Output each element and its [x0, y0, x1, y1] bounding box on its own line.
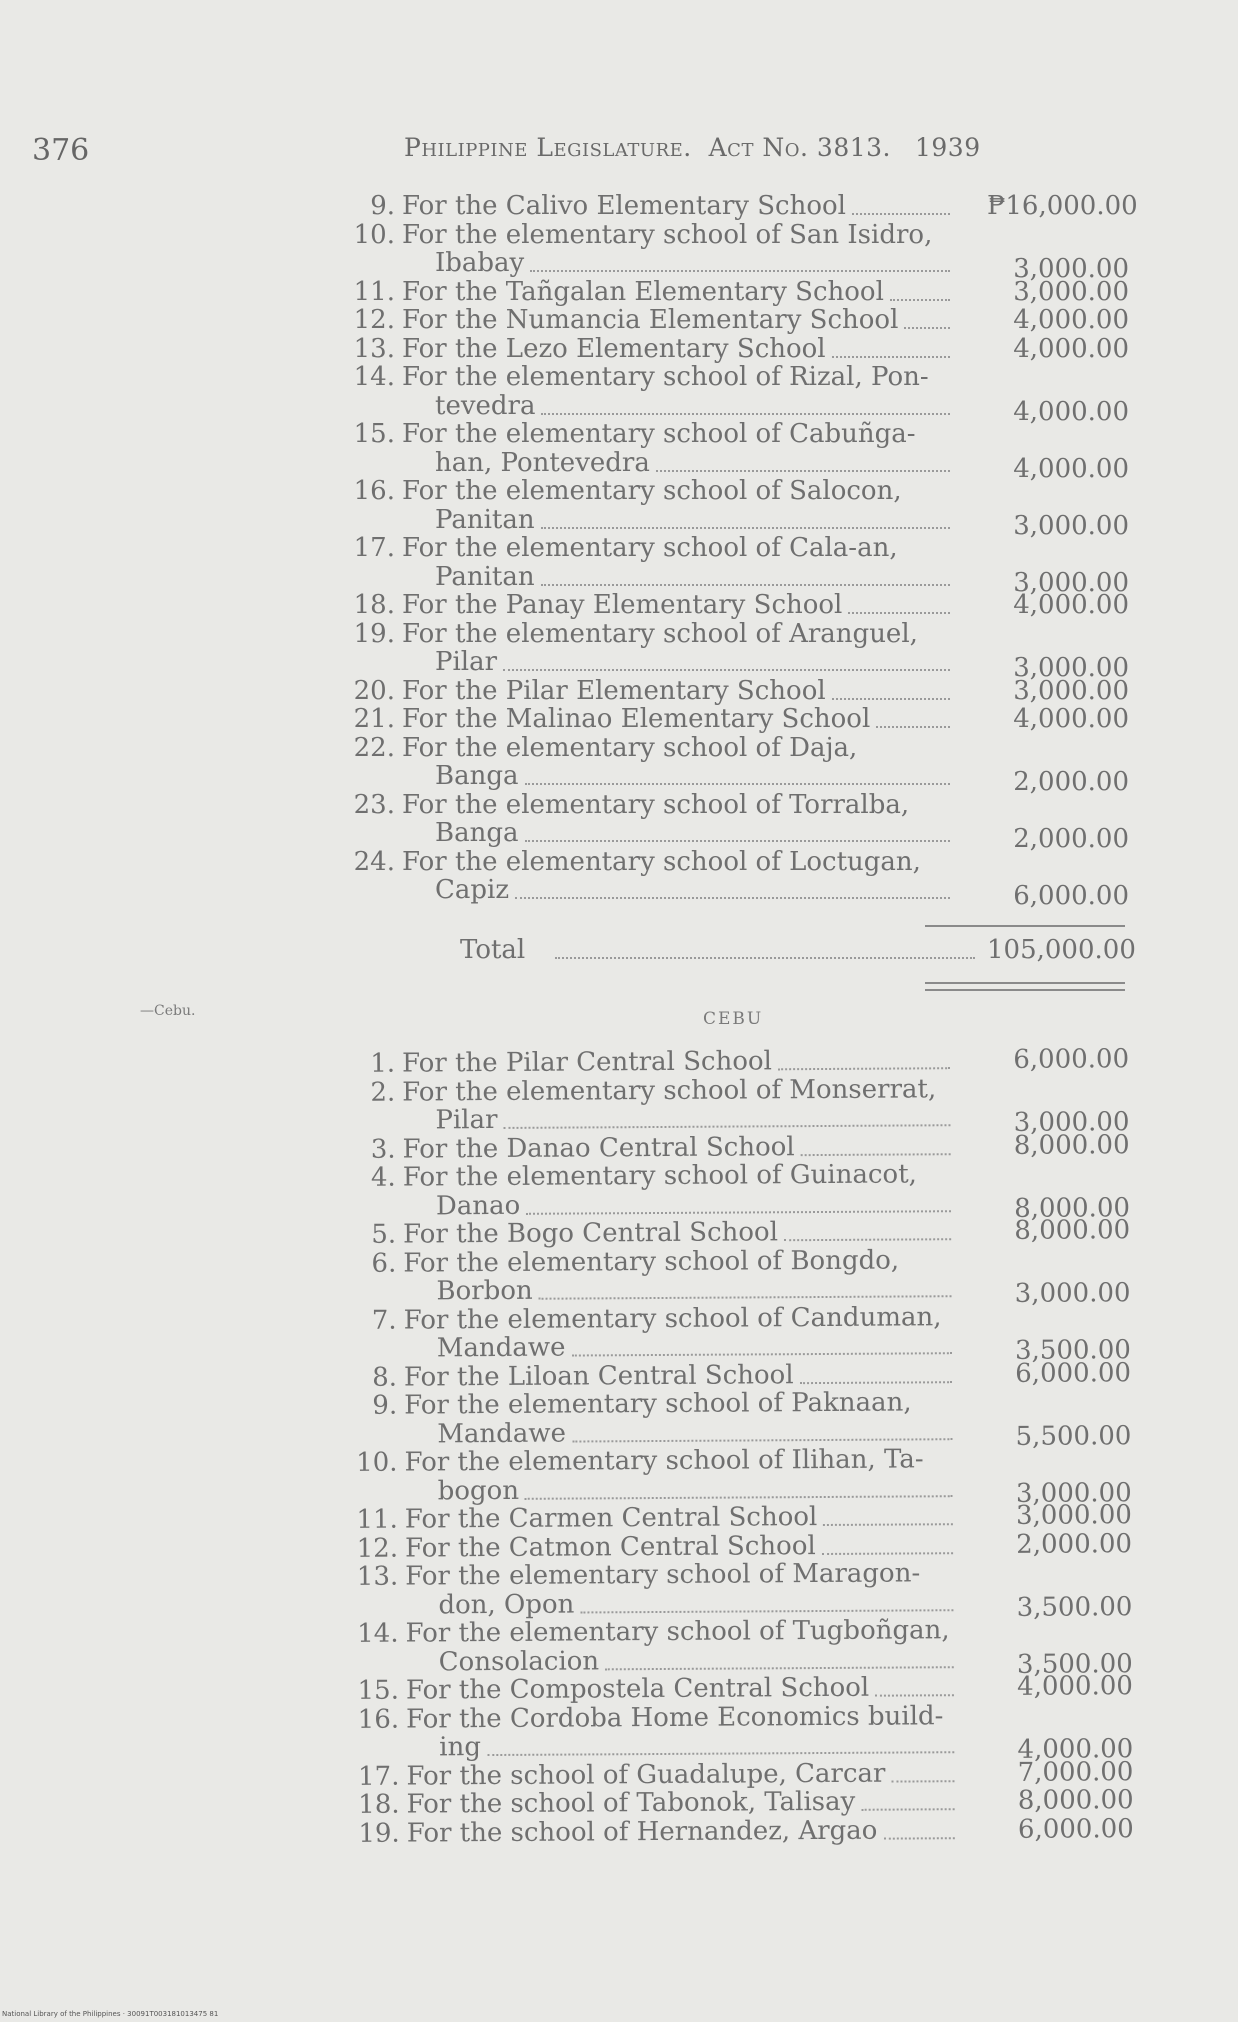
- item-text-continuation: Ibabay: [435, 248, 525, 278]
- item-amount: 7,000.00: [1017, 1756, 1134, 1788]
- item-amount: 3,500.00: [1016, 1648, 1133, 1680]
- list-item: [330, 1044, 1130, 1079]
- dot-leader: [778, 1067, 950, 1070]
- dot-leader: [572, 1438, 952, 1442]
- item-amount: 4,000.00: [1013, 453, 1129, 484]
- item-amount: 3,000.00: [1013, 254, 1129, 284]
- item-text-continuation: Pilar: [435, 1104, 498, 1136]
- running-title: Philippine Legislature.: [404, 133, 692, 162]
- item-number: 6.: [371, 1248, 397, 1279]
- item-text: For the elementary school of Paknaan,: [404, 1387, 912, 1421]
- item-text-continuation: Danao: [435, 1190, 521, 1221]
- dot-leader: [904, 327, 950, 329]
- dot-leader: [823, 1523, 953, 1526]
- item-amount: 2,000.00: [1013, 767, 1129, 797]
- item-text-continuation: Consolacion: [438, 1645, 600, 1677]
- item-amount: 3,000.00: [1015, 1477, 1132, 1509]
- item-text-continuation: don, Opon: [438, 1589, 575, 1620]
- item-text: For the Danao Central School: [402, 1131, 795, 1165]
- item-number: 9.: [372, 1390, 398, 1421]
- act-number: Act No. 3813.: [708, 133, 891, 162]
- item-amount: 4,000.00: [1013, 333, 1129, 364]
- dot-leader: [891, 1780, 954, 1782]
- item-amount: 4,000.00: [1013, 396, 1129, 427]
- dot-leader: [572, 1352, 952, 1356]
- item-number: 11.: [353, 276, 395, 307]
- total-amount: 105,000.00: [987, 935, 1136, 965]
- item-amount: 3,000.00: [1015, 1500, 1132, 1531]
- item-text: For the Pilar Central School: [401, 1046, 773, 1079]
- item-text: For the Catmon Central School: [404, 1530, 816, 1564]
- item-text-continuation: Panitan: [435, 504, 535, 535]
- item-text: For the Calivo Elementary School: [402, 191, 846, 221]
- item-text: For the Malinao Elementary School: [402, 704, 871, 734]
- item-number: 5.: [371, 1219, 397, 1250]
- item-number: 1.: [370, 1048, 396, 1079]
- item-amount: 4,000.00: [1013, 305, 1129, 335]
- item-amount: 2,000.00: [1016, 1528, 1133, 1560]
- item-number: 14.: [357, 1618, 399, 1649]
- dot-leader: [503, 1124, 950, 1129]
- footer-credit: National Library of the Philippines · 30091T003181013475 81: [2, 2010, 219, 2018]
- total-rule: [925, 925, 1125, 927]
- item-number: 21.: [353, 704, 395, 734]
- item-amount: 6,000.00: [1015, 1357, 1132, 1389]
- dot-leader: [832, 698, 950, 700]
- item-number: 19.: [353, 618, 395, 649]
- item-number: 11.: [356, 1504, 398, 1535]
- item-text: For the Pilar Elementary School: [402, 675, 826, 706]
- dot-leader: [800, 1381, 952, 1384]
- cebu-appropriation-list: [330, 1044, 1134, 1849]
- item-amount: 3,000.00: [1013, 276, 1129, 307]
- item-text-continuation: Capiz: [435, 875, 510, 905]
- item-number: 20.: [353, 675, 395, 706]
- dot-leader: [525, 783, 950, 785]
- item-number: 23.: [353, 789, 395, 820]
- dot-leader: [541, 527, 950, 529]
- item-amount: 4,000.00: [1013, 704, 1129, 734]
- item-text: For the Carmen Central School: [404, 1502, 818, 1535]
- item-number: 8.: [372, 1362, 398, 1393]
- dot-leader: [862, 1808, 955, 1811]
- item-text-continuation: Banga: [435, 818, 519, 848]
- dot-leader: [541, 413, 950, 415]
- section-heading-cebu: CEBU: [703, 1009, 764, 1029]
- item-text: For the elementary school of Torralba,: [402, 789, 910, 820]
- item-text: For the Liloan Central School: [403, 1359, 794, 1393]
- item-text: For the elementary school of Monserrat,: [402, 1073, 937, 1108]
- item-text: For the Compostela Central School: [405, 1672, 870, 1706]
- dot-leader: [822, 1552, 953, 1555]
- item-amount: 3,000.00: [1013, 510, 1129, 541]
- dot-leader: [801, 1153, 951, 1156]
- item-amount: 4,000.00: [1013, 590, 1129, 620]
- item-number: 13.: [356, 1561, 399, 1592]
- dot-leader: [832, 356, 950, 358]
- item-number: 10.: [353, 219, 395, 250]
- item-text: For the elementary school of Guinacot,: [402, 1159, 917, 1193]
- item-text: For the school of Guadalupe, Carcar: [406, 1758, 886, 1792]
- item-text-continuation: Mandawe: [436, 1332, 566, 1364]
- item-text-continuation: Pilar: [435, 647, 498, 677]
- item-number: 12.: [353, 305, 395, 335]
- item-text: For the elementary school of Loctugan,: [402, 846, 921, 877]
- item-amount: 6,000.00: [1013, 1044, 1130, 1075]
- dot-leader: [539, 1295, 952, 1300]
- item-text-continuation: han, Pontevedra: [435, 447, 650, 478]
- item-amount: 3,000.00: [1014, 1278, 1131, 1309]
- dot-leader: [876, 726, 950, 728]
- dot-leader: [580, 1609, 953, 1613]
- item-text: For the elementary school of Maragon-: [405, 1558, 921, 1592]
- item-text-continuation: Panitan: [435, 561, 535, 592]
- dot-leader: [656, 470, 950, 472]
- item-amount: 6,000.00: [1017, 1813, 1134, 1845]
- item-number: 19.: [358, 1818, 400, 1849]
- item-text: For the elementary school of Tugboñgan,: [405, 1615, 950, 1649]
- item-amount: ₱16,000.00: [987, 191, 1138, 221]
- item-number: 12.: [356, 1533, 399, 1564]
- item-text: For the elementary school of Cabuñga-: [402, 419, 916, 449]
- item-text: For the elementary school of Cala-an,: [402, 533, 898, 563]
- year: 1939: [915, 133, 981, 162]
- item-number: 17.: [357, 1761, 400, 1792]
- item-amount: 3,000.00: [1013, 1107, 1130, 1138]
- item-text: For the Panay Elementary School: [402, 590, 843, 620]
- capiz-total-row: [330, 935, 1136, 965]
- dot-leader: [503, 669, 950, 671]
- dot-leader: [784, 1238, 951, 1241]
- dot-leader: [555, 957, 975, 959]
- item-amount: 3,000.00: [1013, 567, 1129, 598]
- page-number: 376: [32, 133, 90, 168]
- item-text: For the Cordoba Home Economics build-: [405, 1700, 944, 1735]
- item-amount: 3,500.00: [1014, 1335, 1131, 1366]
- item-number: 13.: [353, 333, 395, 364]
- item-amount: 8,000.00: [1013, 1129, 1130, 1161]
- dot-leader: [848, 612, 950, 614]
- dot-leader: [525, 1495, 953, 1500]
- item-amount: 2,000.00: [1013, 824, 1129, 854]
- dot-leader: [890, 299, 950, 301]
- dot-leader: [525, 840, 950, 842]
- dot-leader: [487, 1751, 954, 1756]
- item-text: For the elementary school of Canduman,: [403, 1301, 942, 1336]
- item-amount: 3,500.00: [1016, 1591, 1133, 1623]
- item-number: 16.: [353, 476, 395, 506]
- item-text: For the Bogo Central School: [403, 1217, 779, 1250]
- item-text-continuation: Borbon: [436, 1275, 533, 1307]
- item-number: 4.: [370, 1162, 396, 1193]
- item-text: For the elementary school of Salocon,: [402, 476, 902, 506]
- item-text: For the elementary school of San Isidro,: [402, 219, 933, 250]
- item-amount: 8,000.00: [1014, 1215, 1131, 1246]
- item-text: For the elementary school of Ilihan, Ta-: [404, 1444, 924, 1478]
- item-amount: 8,000.00: [1014, 1192, 1131, 1224]
- dot-leader: [541, 584, 950, 586]
- running-head: [404, 133, 981, 162]
- item-amount: 5,500.00: [1015, 1420, 1132, 1452]
- item-text: For the elementary school of Aranguel,: [402, 618, 918, 649]
- item-number: 15.: [357, 1675, 400, 1706]
- item-number: 9.: [370, 191, 395, 221]
- total-double-rule: [925, 982, 1125, 991]
- item-amount: 8,000.00: [1017, 1785, 1134, 1816]
- item-number: 18.: [353, 590, 395, 620]
- item-amount: 6,000.00: [1013, 881, 1129, 911]
- dot-leader: [605, 1666, 954, 1670]
- item-text: For the Numancia Elementary School: [402, 305, 899, 335]
- item-amount: 4,000.00: [1017, 1671, 1133, 1702]
- item-text-continuation: tevedra: [435, 390, 536, 421]
- item-number: 2.: [370, 1077, 396, 1108]
- dot-leader: [875, 1694, 954, 1696]
- item-text: For the elementary school of Daja,: [402, 732, 858, 763]
- item-text-continuation: Mandawe: [437, 1418, 567, 1449]
- item-amount: 3,000.00: [1013, 653, 1129, 683]
- item-text: For the Lezo Elementary School: [402, 333, 826, 364]
- dot-leader: [530, 270, 950, 272]
- dot-leader: [526, 1210, 951, 1215]
- item-number: 22.: [353, 732, 395, 763]
- item-text: For the elementary school of Bongdo,: [403, 1245, 900, 1279]
- item-text: For the elementary school of Rizal, Pon-: [402, 362, 929, 392]
- item-text-continuation: Banga: [435, 761, 519, 791]
- item-number: 18.: [358, 1789, 400, 1820]
- item-amount: 4,000.00: [1017, 1734, 1134, 1765]
- item-amount: 3,000.00: [1013, 675, 1129, 706]
- item-number: 3.: [370, 1134, 396, 1165]
- item-number: 16.: [357, 1704, 400, 1735]
- item-text: For the school of Tabonok, Talisay: [406, 1786, 856, 1820]
- item-text: For the Tañgalan Elementary School: [402, 276, 884, 307]
- dot-leader: [884, 1837, 955, 1839]
- item-text-continuation: ing: [439, 1732, 482, 1763]
- margin-note: —Cebu.: [140, 1003, 196, 1019]
- item-number: 24.: [353, 846, 395, 877]
- item-text: For the school of Hernandez, Argao: [406, 1815, 878, 1849]
- item-number: 10.: [356, 1447, 398, 1478]
- total-label: Total: [460, 935, 526, 965]
- dot-leader: [515, 897, 950, 899]
- item-number: 17.: [353, 533, 395, 563]
- item-number: 15.: [353, 419, 395, 449]
- dot-leader: [852, 213, 950, 215]
- item-number: 14.: [353, 362, 395, 392]
- item-text-continuation: bogon: [437, 1475, 520, 1506]
- item-number: 7.: [371, 1305, 397, 1336]
